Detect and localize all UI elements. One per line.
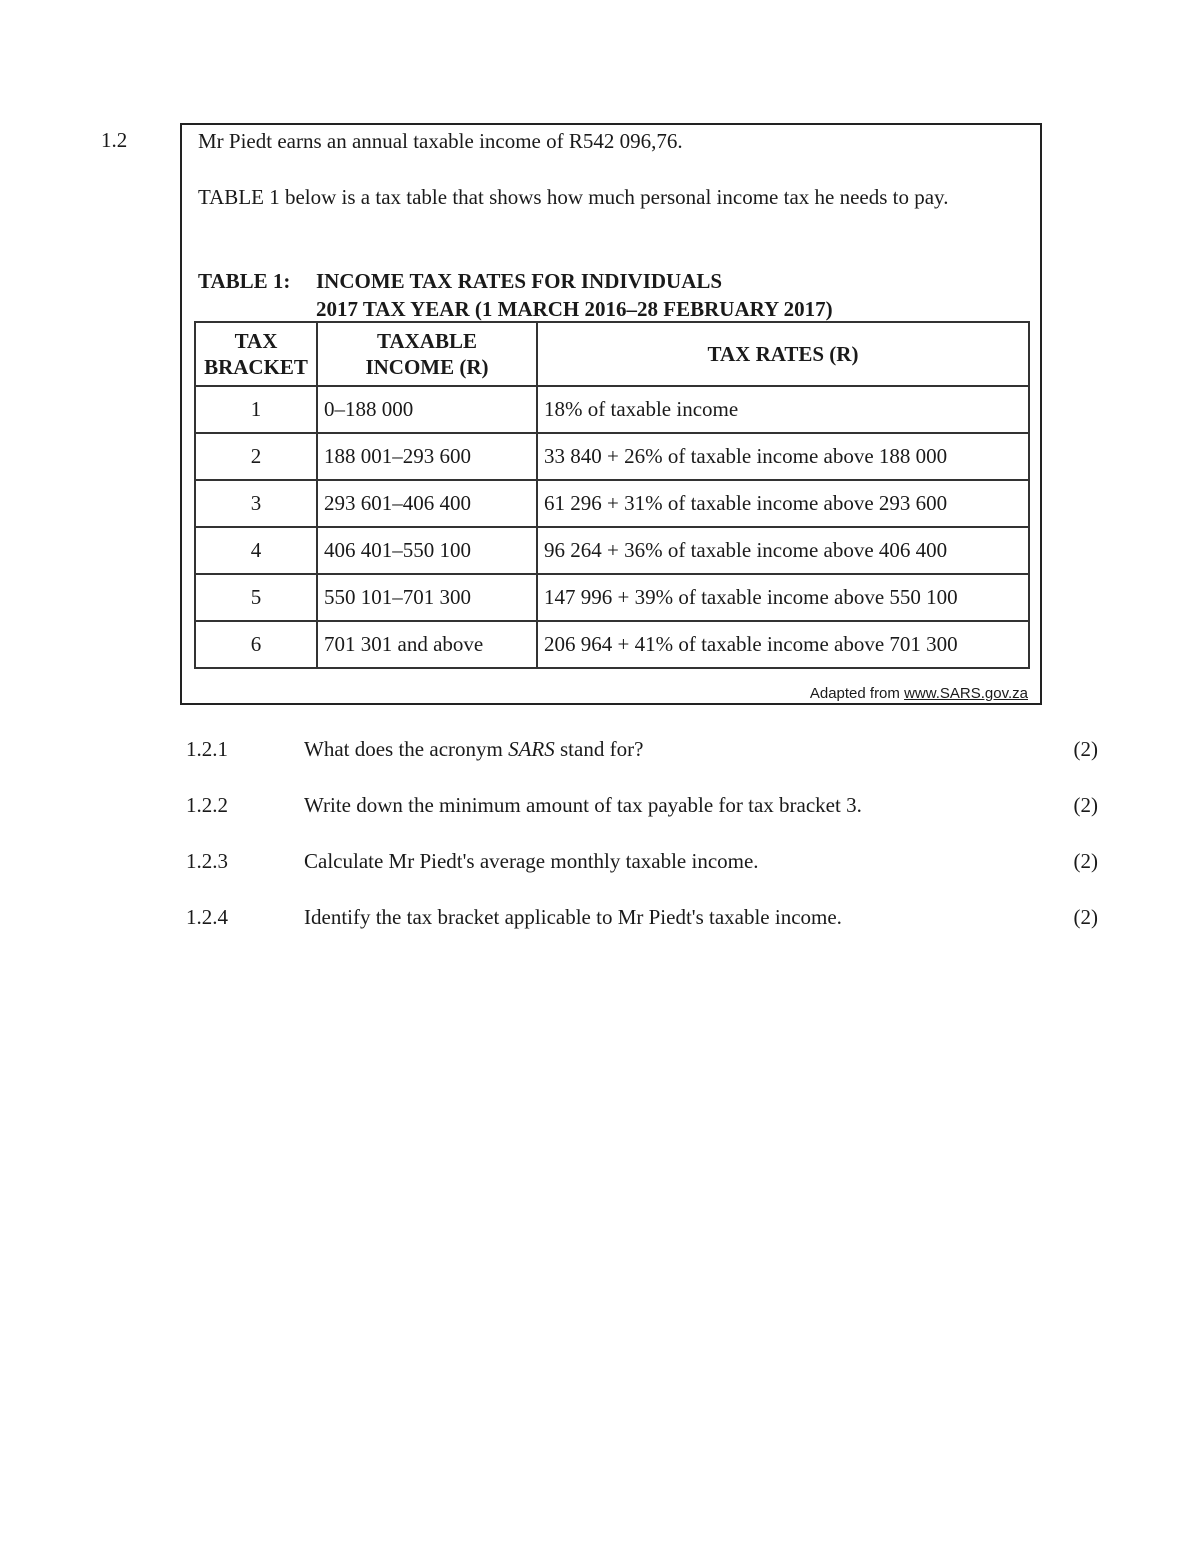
cell-rate: 61 296 + 31% of taxable income above 293 600: [537, 480, 1029, 527]
cell-rate: 96 264 + 36% of taxable income above 406 400: [537, 527, 1029, 574]
cell-bracket: 1: [195, 386, 317, 433]
table-title-main: INCOME TAX RATES FOR INDIVIDUALS: [316, 269, 723, 293]
cell-income: 293 601–406 400: [317, 480, 537, 527]
cell-bracket: 3: [195, 480, 317, 527]
tax-table: [194, 321, 1030, 669]
question-marks: (2): [1073, 737, 1098, 761]
table-row: [195, 621, 1029, 668]
question-marks: (2): [1073, 793, 1098, 817]
cell-bracket: 2: [195, 433, 317, 480]
acronym-emphasis: SARS: [508, 737, 555, 761]
intro-table-description: TABLE 1 below is a tax table that shows how much personal income tax he needs to pay.: [198, 185, 949, 209]
cell-income: 550 101–701 300: [317, 574, 537, 621]
question-number: 1.2.4: [186, 905, 228, 929]
table-title-label: TABLE 1:: [198, 269, 291, 293]
cell-bracket: 5: [195, 574, 317, 621]
cell-rate: 33 840 + 26% of taxable income above 188 000: [537, 433, 1029, 480]
table-row: [195, 433, 1029, 480]
cell-income: 188 001–293 600: [317, 433, 537, 480]
cell-rate: 18% of taxable income: [537, 386, 1029, 433]
question-text: Identify the tax bracket applicable to Mr Piedt's taxable income.: [304, 905, 842, 929]
cell-rate: 147 996 + 39% of taxable income above 550 100: [537, 574, 1029, 621]
table-row: [195, 574, 1029, 621]
cell-bracket: 4: [195, 527, 317, 574]
question-number: 1.2.2: [186, 793, 228, 817]
source-attribution: [810, 685, 1028, 702]
question-text: Write down the minimum amount of tax payable for tax bracket 3.: [304, 793, 862, 817]
table-row: [195, 386, 1029, 433]
table-header-row: [195, 322, 1029, 386]
source-link[interactable]: www.SARS.gov.za: [904, 685, 1028, 702]
question-1-2-4: [186, 905, 1098, 935]
question-number: 1.2.1: [186, 737, 228, 761]
cell-income: 406 401–550 100: [317, 527, 537, 574]
cell-income: 701 301 and above: [317, 621, 537, 668]
table-row: [195, 480, 1029, 527]
question-1-2-1: [186, 737, 1098, 767]
table-title: [198, 267, 833, 323]
question-marks: (2): [1073, 905, 1098, 929]
cell-bracket: 6: [195, 621, 317, 668]
cell-income: 0–188 000: [317, 386, 537, 433]
question-1-2-3: [186, 849, 1098, 879]
table-row: [195, 527, 1029, 574]
question-number: 1.2: [101, 128, 128, 152]
context-box: [180, 123, 1042, 705]
header-tax-rates: TAX RATES (R): [537, 322, 1029, 386]
header-tax-bracket: TAX BRACKET: [195, 322, 317, 386]
source-prefix: Adapted from: [809, 685, 905, 702]
question-marks: (2): [1073, 849, 1098, 873]
question-text: What does the acronym SARS stand for?: [304, 737, 644, 761]
question-number: 1.2.3: [186, 849, 228, 873]
cell-rate: 206 964 + 41% of taxable income above 701 300: [537, 621, 1029, 668]
question-text: Calculate Mr Piedt's average monthly taxable income.: [304, 849, 759, 873]
question-1-2-2: [186, 793, 1098, 823]
table-title-sub: 2017 TAX YEAR (1 MARCH 2016–28 FEBRUARY 2017): [316, 297, 833, 321]
intro-income-statement: Mr Piedt earns an annual taxable income of R542 096,76.: [198, 129, 683, 153]
header-taxable-income: TAXABLE INCOME (R): [317, 322, 537, 386]
